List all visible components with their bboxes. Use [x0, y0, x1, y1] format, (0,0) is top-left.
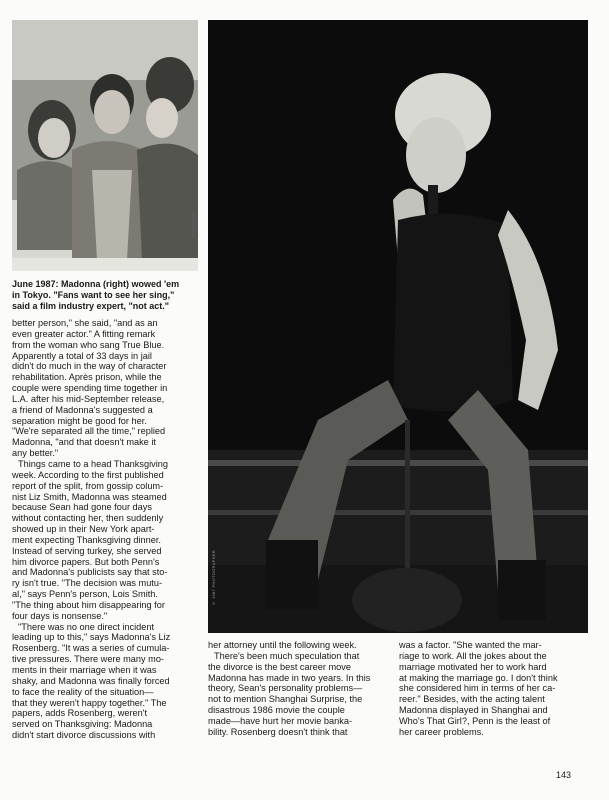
text-line: ry isn't true. "The decision was mutu- — [12, 578, 163, 589]
text-line: nist Liz Smith, Madonna was steamed — [12, 491, 167, 502]
text-line: bility. Rosenberg doesn't think that — [208, 726, 348, 737]
text-line: her attorney until the following week. — [208, 640, 357, 650]
text-line: ments in their marriage when it was — [12, 665, 157, 675]
text-line: riage to work. All the jokes about the — [399, 650, 547, 661]
text-line: separation might be good for her. — [12, 415, 147, 426]
concert-photo — [208, 20, 588, 633]
text-line: made—have hurt her movie banka- — [208, 715, 353, 726]
text-line: Who's That Girl?, Penn is the least of — [399, 715, 551, 726]
text-line: disastrous 1986 movie the couple — [208, 705, 345, 716]
text-line: any better." — [12, 448, 59, 459]
text-line: was a factor. "She wanted the mar- — [399, 640, 542, 650]
page-number: 143 — [556, 770, 572, 780]
text-line: didn't start divorce discussions with — [12, 730, 156, 741]
text-line: Apparently a total of 33 days in jail — [12, 350, 152, 361]
text-line: a friend of Madonna's suggested a — [12, 404, 153, 415]
text-line: she considered him in terms of her ca- — [399, 683, 556, 694]
text-line: without contacting her, then suddenly — [12, 513, 164, 524]
text-line: rehabilitation. Après prison, while the — [12, 372, 162, 383]
text-line: Madonna, "and that doesn't make it — [12, 437, 156, 448]
text-line: Things came to a head Thanksgiving — [18, 458, 168, 469]
text-line: and Madonna's publicists say that sto- — [12, 567, 168, 578]
text-line: showed up in their New York apart- — [12, 524, 155, 535]
text-line: "The thing about him disappearing for — [12, 599, 165, 610]
caption-line: in Tokyo. "Fans want to see her sing," — [12, 290, 175, 300]
text-line: didn't do much in the way of character — [12, 361, 167, 372]
photo-caption — [12, 279, 198, 312]
text-line: that they weren't happy together." The — [12, 697, 167, 708]
text-line: tive pressures. There were many mo- — [12, 654, 164, 665]
article-column-2 — [208, 640, 390, 738]
text-line: her career problems. — [399, 726, 484, 737]
text-line: There's been much speculation that — [214, 650, 360, 661]
small-photo-credit: PHOTOFEST — [191, 210, 196, 238]
text-line: ment expecting Thanksgiving dinner. — [12, 534, 161, 545]
text-line: even greater actor." A fitting remark — [12, 328, 156, 339]
text-line: the divorce is the best career move — [208, 661, 351, 672]
text-line: report of the split, from gossip colum- — [12, 480, 164, 491]
text-line: from the woman who sang True Blue. — [12, 339, 165, 350]
text-line: theory, Sean's personality problems— — [208, 683, 363, 694]
text-line: served on Thanksgiving: Madonna — [12, 719, 153, 730]
text-line: marriage motivated her to work hard — [399, 661, 547, 672]
text-line: papers, adds Rosenberg, weren't — [12, 708, 148, 719]
text-line: not to mention Shanghai Surprise, the — [208, 694, 363, 705]
text-line: L.A. after his mid-September release, — [12, 393, 165, 404]
article-column-1 — [12, 318, 202, 741]
text-line: Madonna has made in two years. In this — [208, 672, 371, 683]
tokyo-photo-image — [12, 20, 198, 271]
text-line: because Sean had gone four days — [12, 502, 152, 513]
text-line: couple were spending time together in — [12, 383, 168, 394]
text-line: Instead of serving turkey, she served — [12, 545, 162, 556]
text-line: four days is nonsense." — [12, 610, 108, 621]
article-column-3 — [399, 640, 589, 738]
text-line: al," says Penn's person, Lois Smith. — [12, 589, 158, 600]
text-line: to face the reality of the situation— — [12, 686, 154, 697]
concert-photo-image — [208, 20, 588, 633]
text-line: Rosenberg. "It was a series of cumula- — [12, 643, 170, 654]
text-line: leading up to this," says Madonna's Liz — [12, 632, 171, 643]
text-line: better person," she said, "and as an — [12, 318, 158, 328]
tokyo-photo — [12, 20, 198, 271]
text-line: shaky, and Madonna was finally forced — [12, 675, 170, 686]
text-line: at making the marriage go. I don't think — [399, 672, 558, 683]
caption-line: June 1987: Madonna (right) wowed 'em — [12, 279, 180, 289]
large-photo-credit: © 1987 PHOTOGRAPHER — [211, 550, 216, 606]
text-line: "We're separated all the time," replied — [12, 426, 166, 437]
text-line: reer." Besides, with the acting talent — [399, 694, 545, 705]
text-line: him divorce papers. But both Penn's — [12, 556, 160, 567]
caption-line: said a film industry expert, "not act." — [12, 301, 170, 311]
text-line: week. According to the first published — [12, 469, 164, 480]
text-line: Madonna displayed in Shanghai and — [399, 705, 548, 716]
text-line: "There was no one direct incident — [18, 621, 155, 632]
